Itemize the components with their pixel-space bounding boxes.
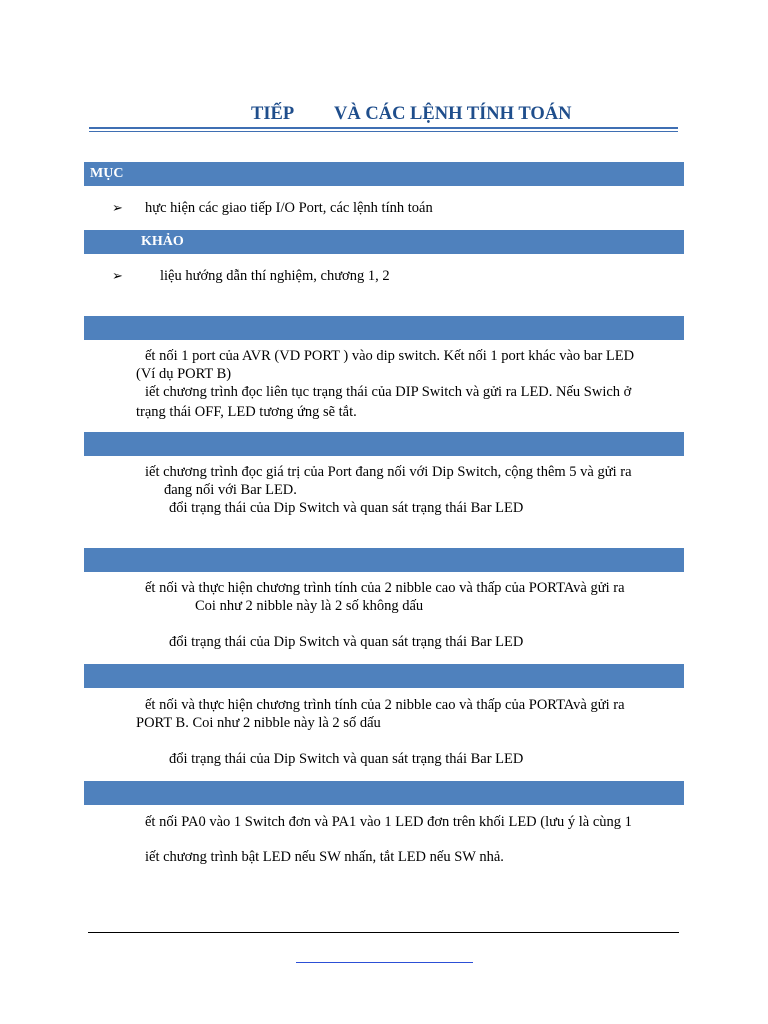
task3-line1: ết nối và thực hiện chương trình tính của 2 nibble cao và thấp của PORTAvà gửi ra (145, 580, 625, 596)
task2-line1: iết chương trình đọc giá trị của Port đang nối với Dip Switch, cộng thêm 5 và gửi ra (145, 464, 632, 480)
footer-rule (88, 932, 679, 933)
task4-line1: ết nối và thực hiện chương trình tính của 2 nibble cao và thấp của PORTAvà gửi ra (145, 697, 625, 713)
section-band-task1 (84, 316, 684, 340)
task2-line2: đang nối với Bar LED. (164, 482, 297, 498)
task1-line4: trạng thái OFF, LED tương ứng sẽ tắt. (136, 404, 357, 420)
bullet-icon: ➢ (112, 200, 123, 215)
title-underline-thin (89, 131, 678, 132)
task3-line3: đổi trạng thái của Dip Switch và quan sát trạng thái Bar LED (169, 634, 524, 650)
section-band-task3 (84, 548, 684, 572)
section-heading-khao: KHẢO (141, 234, 184, 249)
title-underline (89, 127, 678, 129)
section-band-khao (84, 230, 684, 254)
task1-line1: ết nối 1 port của AVR (VD PORT ) vào dip switch. Kết nối 1 port khác vào bar LED (145, 348, 635, 364)
task4-line2: PORT B. Coi như 2 nibble này là 2 số dấu (136, 715, 381, 731)
footer-link-underline[interactable] (296, 962, 473, 963)
task3-line2: Coi như 2 nibble này là 2 số không dấu (195, 598, 424, 614)
section-band-task2 (84, 432, 684, 456)
khao-text: liệu hướng dẫn thí nghiệm, chương 1, 2 (160, 268, 390, 284)
task5-line2: iết chương trình bật LED nếu SW nhấn, tắt LED nếu SW nhả. (145, 849, 504, 865)
title-left: TIẾP (251, 104, 295, 124)
task2-line3: đổi trạng thái của Dip Switch và quan sát trạng thái Bar LED (169, 500, 524, 516)
section-band-task4 (84, 664, 684, 688)
section-band-task5 (84, 781, 684, 805)
task4-line3: đổi trạng thái của Dip Switch và quan sát trạng thái Bar LED (169, 751, 524, 767)
task5-line1: ết nối PA0 vào 1 Switch đơn và PA1 vào 1 LED đơn trên khối LED (lưu ý là cùng 1 (145, 814, 632, 830)
section-heading-muc: MỤC (90, 166, 124, 181)
section-band-muc (84, 162, 684, 186)
muc-text: hực hiện các giao tiếp I/O Port, các lệnh tính toán (145, 200, 433, 216)
task1-line3: iết chương trình đọc liên tục trạng thái của DIP Switch và gửi ra LED. Nếu Swich ở (145, 384, 632, 400)
task1-line2: (Ví dụ PORT B) (136, 366, 232, 382)
title-right: VÀ CÁC LỆNH TÍNH TOÁN (334, 104, 572, 124)
bullet-icon: ➢ (112, 268, 123, 283)
